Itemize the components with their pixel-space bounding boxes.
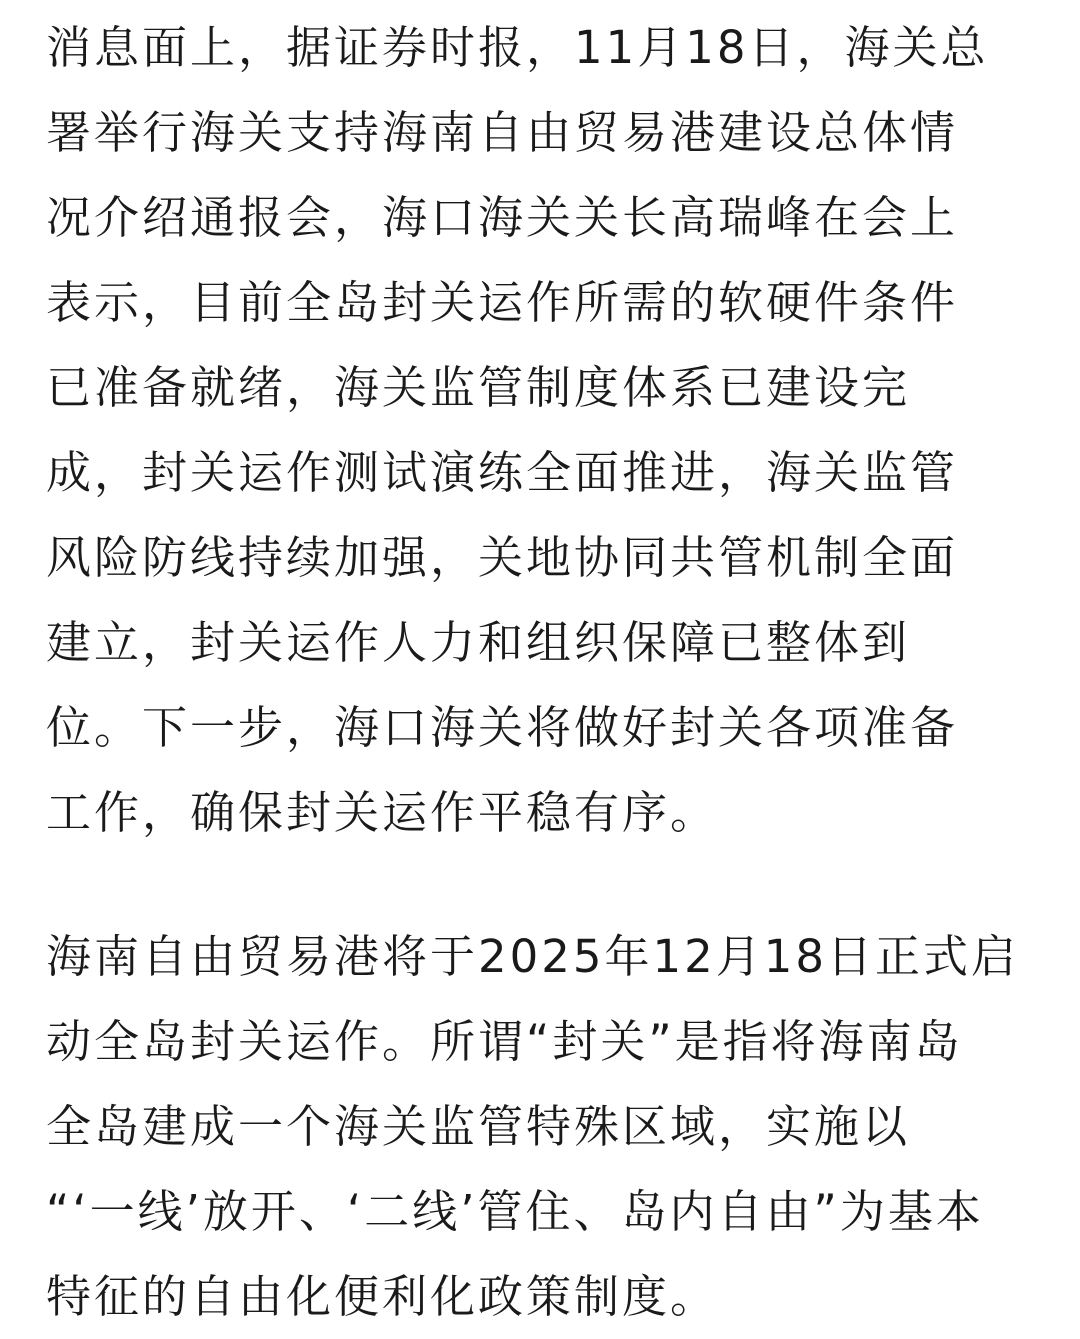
article-body — [46, 5, 1034, 1339]
paragraph-1 — [46, 5, 1034, 855]
text-line: 建立，封关运作人力和组织保障已整体到 — [46, 616, 911, 669]
text-line: 位。下一步，海口海关将做好封关各项准备 — [46, 701, 959, 754]
text-line: 动全岛封关运作。所谓“封关”是指将海南岛 — [46, 1015, 963, 1068]
text-line: 署举行海关支持海南自由贸易港建设总体情 — [46, 106, 959, 159]
text-line: 况介绍通报会，海口海关关长高瑞峰在会上 — [46, 191, 959, 244]
text-line: 已准备就绪，海关监管制度体系已建设完 — [46, 361, 911, 414]
text-line: 工作，确保封关运作平稳有序。 — [46, 786, 719, 839]
text-line: 特征的自由化便利化政策制度。 — [46, 1270, 719, 1323]
paragraph-2 — [46, 914, 1034, 1339]
paragraph-spacer — [46, 855, 1034, 914]
text-line: 表示，目前全岛封关运作所需的软硬件条件 — [46, 276, 959, 329]
text-line: 全岛建成一个海关监管特殊区域，实施以 — [46, 1100, 911, 1153]
text-line: 风险防线持续加强，关地协同共管机制全面 — [46, 531, 959, 584]
text-line: 消息面上，据证券时报，11月18日，海关总 — [46, 21, 989, 74]
text-line: “‘一线’放开、‘二线’管住、岛内自由”为基本 — [46, 1185, 984, 1238]
text-line: 海南自由贸易港将于2025年12月18日正式启 — [46, 930, 1020, 983]
text-line: 成，封关运作测试演练全面推进，海关监管 — [46, 446, 959, 499]
